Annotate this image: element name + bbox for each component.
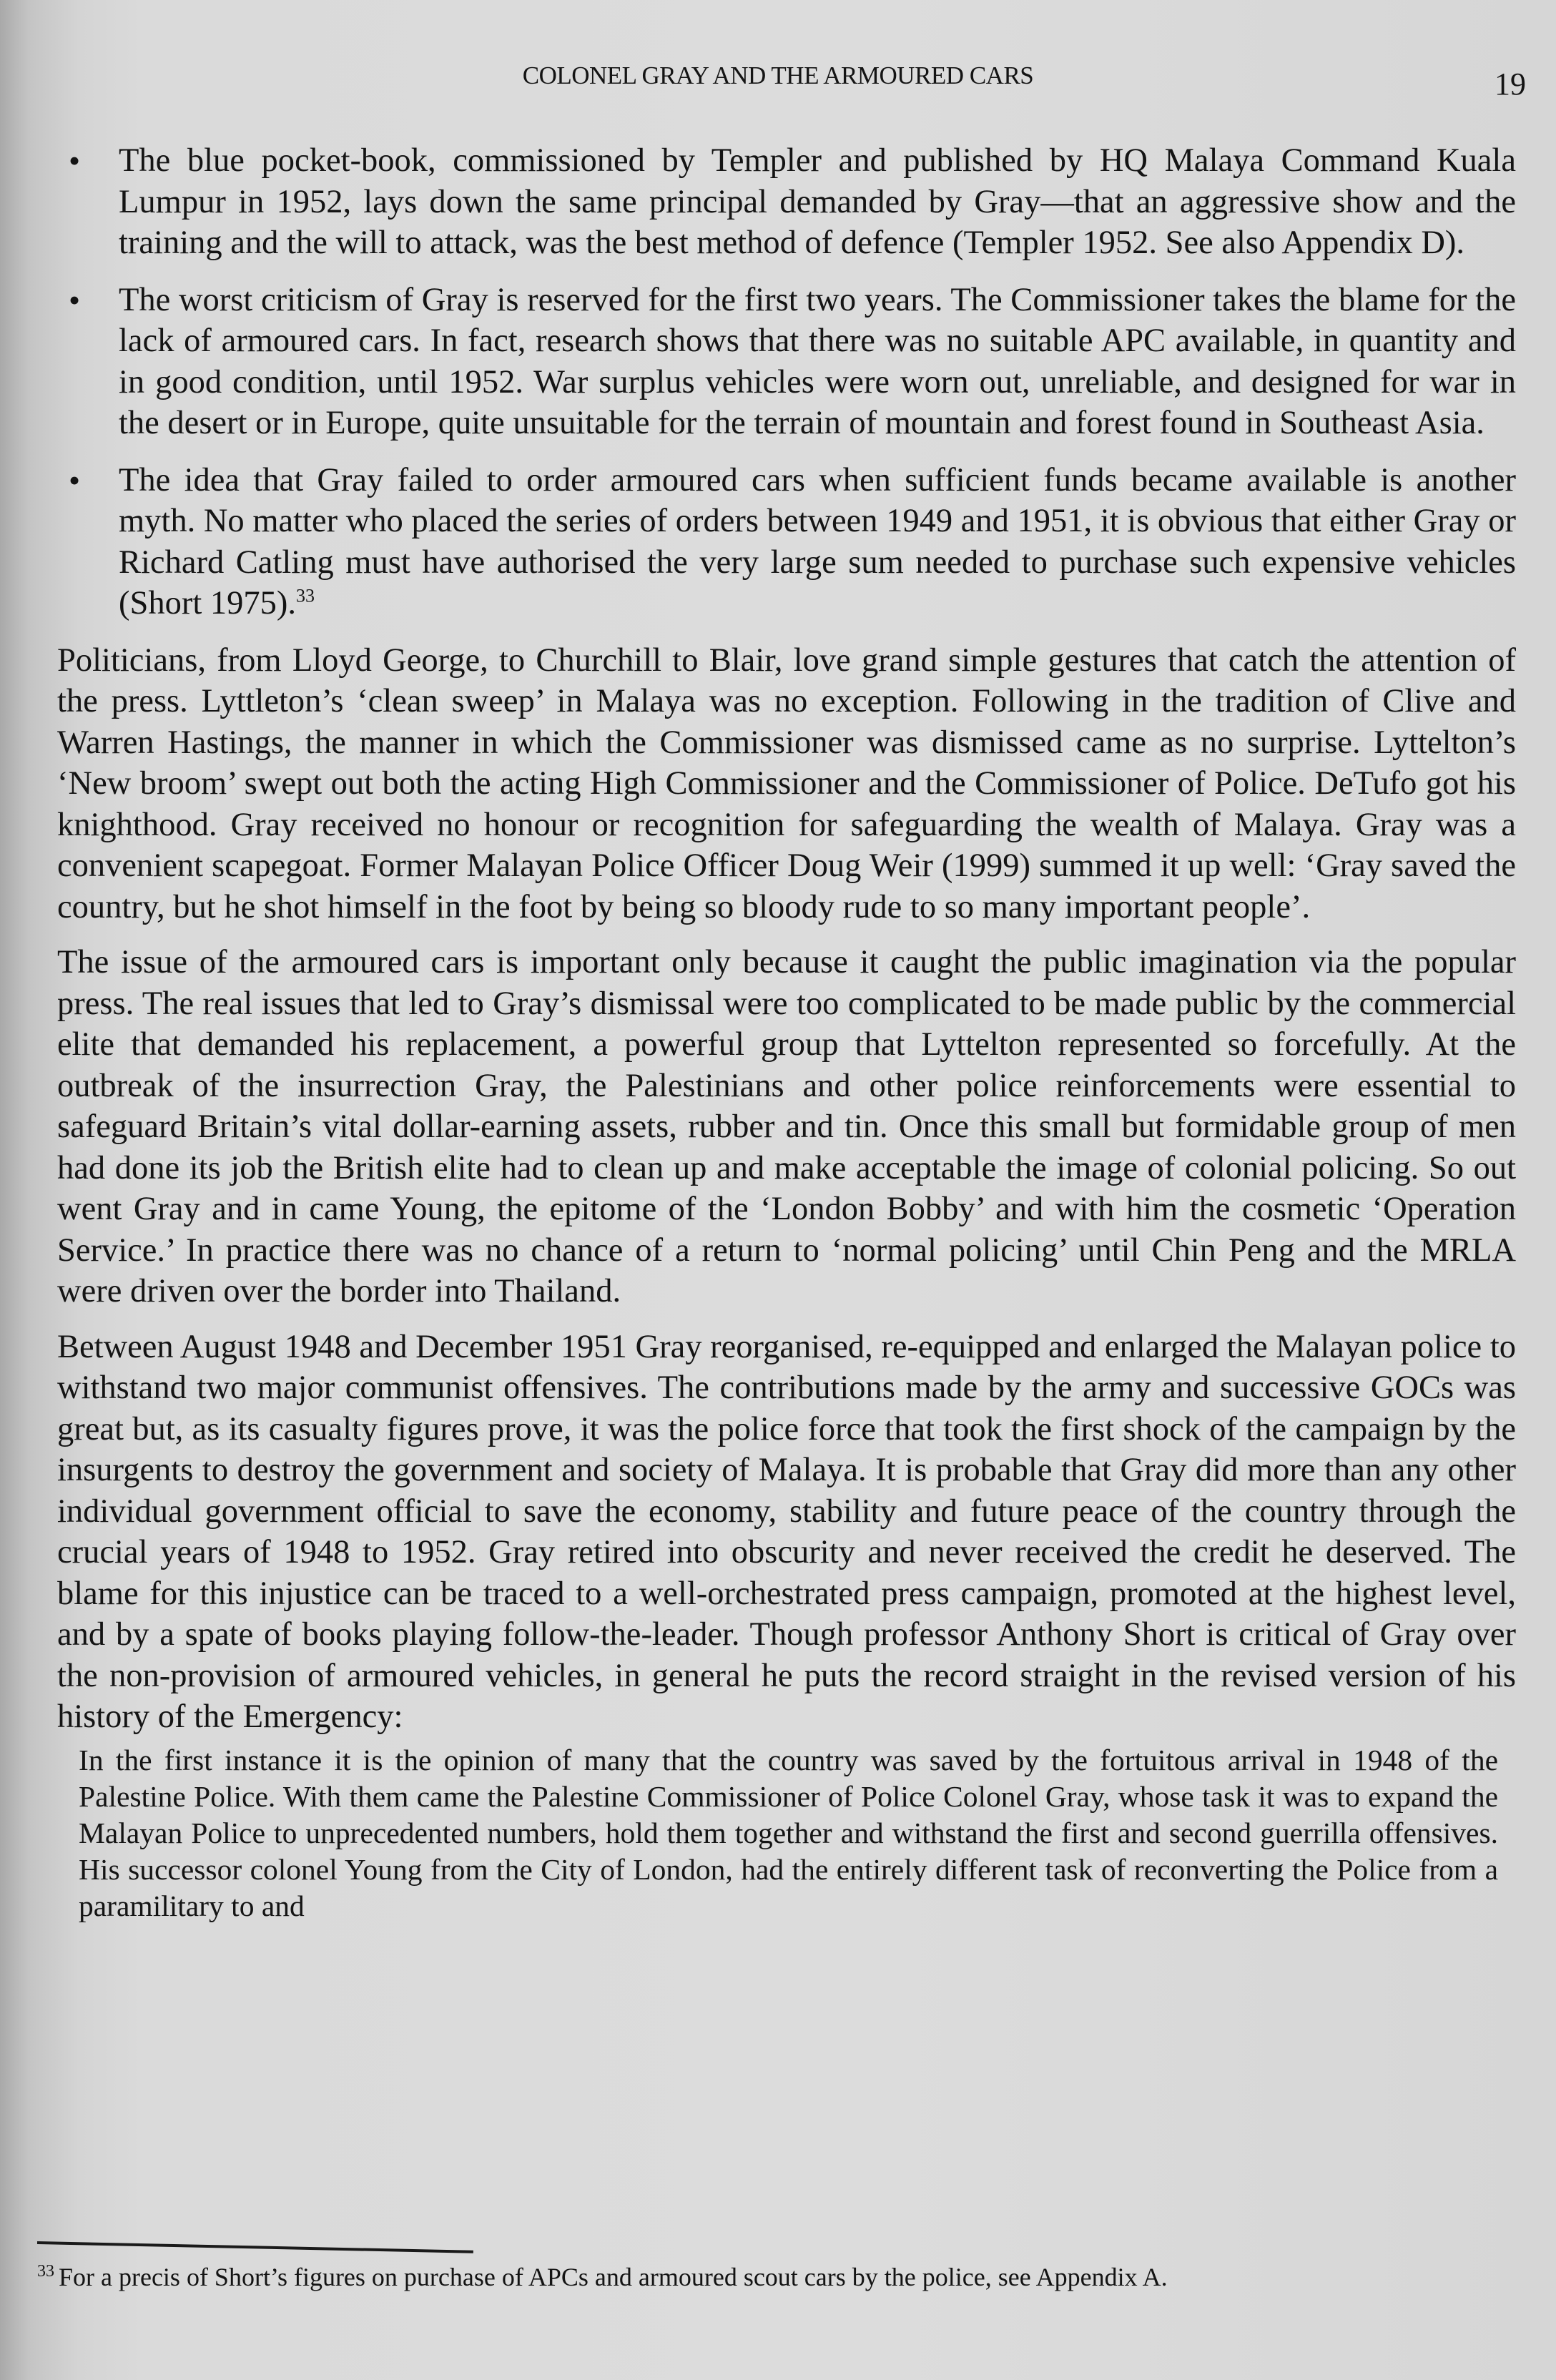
bullet-text [119, 140, 1516, 264]
page-number: 19 [1495, 67, 1526, 102]
bullet-text-content: The blue pocket-book, commissioned by Templer and published by HQ Malaya Command Kuala Lumpur in 1952, lays down the same principal demanded by Gray—that an aggressive show and the training and the will to attack, was the best method of defence (Templer 1952. See also Appendix D). [119, 142, 1516, 261]
body-text [57, 140, 1516, 1924]
footnote-divider [37, 2241, 473, 2253]
footnote [37, 2261, 1168, 2293]
bullet-icon: • [69, 142, 81, 179]
paragraph: Politicians, from Lloyd George, to Churchill to Blair, love grand simple gestures that catch the attention of the press. Lyttleton’s ‘clean sweep’ in Malaya was no exception. Following in the tradition of Clive and Warren Hastings, the manner in which the Commissioner was dismissed came as no surprise. Lyttelton’s ‘New broom’ swept out both the acting High Commissioner and the Commissioner of Police. DeTufo got his knighthood. Gray received no honour or recognition for safeguarding the wealth of Malaya. Gray was a convenient scapegoat. Former Malayan Police Officer Doug Weir (1999) summed it up well: ‘Gray saved the country, but he shot himself in the foot by being so bloody rude to so many important people’. [57, 641, 1516, 925]
bullet-list [57, 140, 1516, 624]
bullet-item [57, 460, 1516, 624]
bullet-icon: • [69, 461, 81, 498]
bullet-item [57, 280, 1516, 444]
bullet-text-content: The worst criticism of Gray is reserved for the first two years. The Commissioner takes the blame for the lack of armoured cars. In fact, research shows that there was no suitable APC available, in quantity and in good condition, until 1952. War surplus vehicles were worn out, unreliable, and designed for war in the desert or in Europe, quite unsuitable for the terrain of mountain and forest found in Southeast Asia. [119, 281, 1516, 441]
footnote-number: 33 [37, 2262, 54, 2281]
running-header: COLONEL GRAY AND THE ARMOURED CARS [522, 62, 1034, 89]
footnote-text: For a precis of Short’s figures on purchase of APCs and armoured scout cars by the police, see Appendix A. [59, 2263, 1168, 2291]
bullet-text-content: The idea that Gray failed to order armoured cars when sufficient funds became available is another myth. No matter who placed the series of orders between 1949 and 1951, it is obvious that either Gray or Richard Catling must have authorised the very large sum needed to purchase such expensive vehicles (Short 1975). [119, 461, 1516, 621]
footnote-reference[interactable]: 33 [296, 585, 315, 606]
bullet-text [119, 280, 1516, 444]
block-quote: In the first instance it is the opinion of many that the country was saved by the fortuitous arrival in 1948 of the Palestine Police. With them came the Palestine Commissioner of Police Colonel Gray, whose task it was to expand the Malayan Police to unprecedented numbers, hold them together and withstand the first and second guerrilla offensives. His successor colonel Young from the City of London, had the entirely different task of reconverting the Police from a paramilitary to and [79, 1743, 1498, 1922]
bullet-text [119, 460, 1516, 624]
paragraph: Between August 1948 and December 1951 Gray reorganised, re-equipped and enlarged the Malayan police to withstand two major communist offensives. The contributions made by the army and successive GOCs was great but, as its casualty figures prove, it was the police force that took the first shock of the campaign by the insurgents to destroy the government and society of Malaya. It is probable that Gray did more than any other individual government official to save the economy, stability and future peace of the country through the crucial years of 1948 to 1952. Gray retired into obscurity and never received the credit he deserved. The blame for this injustice can be traced to a well-orchestrated press campaign, promoted at the highest level, and by a spate of books playing follow-the-leader. Though professor Anthony Short is critical of Gray over the non-provision of armoured vehicles, in general he puts the record straight in the revised version of his history of the Emergency: [57, 1328, 1516, 1735]
bullet-icon: • [69, 281, 81, 318]
bullet-item [57, 140, 1516, 264]
paragraph: The issue of the armoured cars is important only because it caught the public imagination via the popular press. The real issues that led to Gray’s dismissal were too complicated to be made public by the commercial elite that demanded his replacement, a powerful group that Lyttelton represented so forcefully. At the outbreak of the insurrection Gray, the Palestinians and other police reinforcements were essential to safeguard Britain’s vital dollar-earning assets, rubber and tin. Once this small but formidable group of men had done its job the British elite had to clean up and make acceptable the image of colonial policing. So out went Gray and in came Young, the epitome of the ‘London Bobby’ and with him the cosmetic ‘Operation Service.’ In practice there was no chance of a return to ‘normal policing’ until Chin Peng and the MRLA were driven over the border into Thailand. [57, 944, 1516, 1309]
